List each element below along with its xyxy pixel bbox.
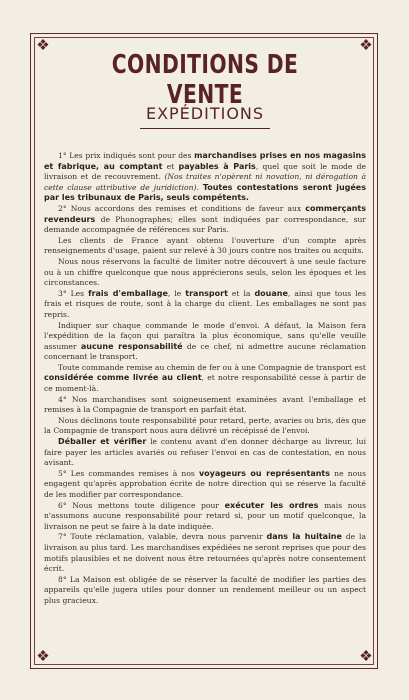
ornament-bottom-right-icon: ❖ xyxy=(359,647,373,665)
text-run: , et notre responsabilité cesse à partir de ce moment-là. xyxy=(44,373,366,394)
text-run: Indiquer sur chaque commande le mode d'envoi. A défaut, la Maison fera l'expédition de la façon qui paraîtra la plus économique, sans qu'elle veuille assumer xyxy=(44,320,366,351)
bold-text: considérée comme livrée au client xyxy=(44,373,202,383)
bold-text: commerçants revendeurs xyxy=(44,203,366,224)
text-run: de ce chef, ni admettre aucune réclamation concernant le transport. xyxy=(44,341,366,362)
text-run: Nous déclinons toute responsabilité pour retard, perte, avaries ou bris, dès que la Compagnie de transport nous aura délivré un récépissé de l'envoi. xyxy=(44,415,366,436)
text-run: , le xyxy=(167,288,186,298)
ornament-top-right-icon: ❖ xyxy=(359,36,373,54)
italic-text: (Nos traites n'opèrent ni novation, ni dérogation à cette clause attributive de juridiction). xyxy=(44,172,366,192)
text-run: mais nous n'assumons aucune responsabilité pour retard si, pour un motif quelconque, la livraison ne peut se faire à la date indiquée. xyxy=(44,500,366,531)
paragraph xyxy=(44,437,366,469)
text-run: , quel que soit le mode de livraison et de recouvrement. xyxy=(44,161,367,182)
paragraph xyxy=(44,363,366,395)
text-run: de la livraison au plus tard. Les marchandises expédiées ne seront reprises que pour des motifs plausibles et ne doivent nous être retournées qu'après notre consentement écrit. xyxy=(44,532,367,574)
text-run: et xyxy=(162,161,179,171)
text-run: 3° Les xyxy=(58,288,89,298)
text-run: 5° Les commandes remises à nos xyxy=(58,468,199,478)
section-heading: EXPÉDITIONS xyxy=(145,104,265,123)
bold-text: transport xyxy=(185,288,228,298)
text-run: 7° Toute réclamation, valable, devra nous parvenir xyxy=(58,532,267,542)
conditions-text xyxy=(44,151,366,607)
bold-text: exécuter les ordres xyxy=(224,500,319,510)
paragraph xyxy=(44,257,366,289)
paragraph xyxy=(44,416,366,437)
bold-text: marchandises prises en nos magasins et fabrique, au comptant xyxy=(44,151,367,171)
page-title: CONDITIONS DE VENTE xyxy=(111,50,299,110)
text-run: Toute commande remise au chemin de fer ou à une Compagnie de transport est xyxy=(58,362,366,372)
paragraph xyxy=(44,575,366,607)
paragraph xyxy=(44,469,366,501)
text-run: 4° Nos marchandises sont soigneusement examinées avant l'emballage et remises à la Compagnie de transport en parfait état. xyxy=(44,394,366,415)
paragraph xyxy=(44,289,366,321)
bold-text: douane xyxy=(254,288,288,298)
bold-text: voyageurs ou représentants xyxy=(198,468,330,478)
paragraph xyxy=(44,151,366,204)
text-run: Nous nous réservons la faculté de limiter notre découvert à une seule facture ou à un chiffre quelconque que nous apprécierons seuls, selon les époques et les circonstances. xyxy=(44,256,366,288)
bold-text: Déballer et vérifier xyxy=(58,437,147,447)
bold-text: Toutes contestations seront jugées par les tribunaux de Paris, seuls compétents. xyxy=(44,182,366,203)
text-run: 2° Nous accordons des remises et conditions de faveur aux xyxy=(58,203,306,213)
text-run: ne nous engagent qu'après approbation écrite de notre direction qui se réserve la faculté de les modifier par correspondance. xyxy=(44,468,366,499)
bold-text: dans la huitaine xyxy=(266,532,342,542)
heading-underline xyxy=(140,128,270,129)
ornament-top-left-icon: ❖ xyxy=(36,36,50,54)
bold-text: payables à Paris xyxy=(178,161,256,171)
paragraph xyxy=(44,204,366,236)
bold-text: aucune responsabilité xyxy=(80,341,183,351)
bold-text: frais d'emballage xyxy=(88,288,168,298)
text-run: de Phonographes; elles sont indiquées par correspondance, sur demande accompagnée de références sur Paris. xyxy=(44,214,366,235)
paragraph xyxy=(44,236,366,257)
paragraph xyxy=(44,532,366,574)
paragraph xyxy=(44,501,366,533)
paragraph xyxy=(44,321,366,363)
ornament-bottom-left-icon: ❖ xyxy=(36,647,50,665)
text-run: le contenu avant d'en donner décharge au livreur, lui faire payer les articles avariés ou refuser l'envoi en cas de contestation, en nous avisant. xyxy=(44,437,366,468)
text-run: , ainsi que tous les frais et risques de route, sont à la charge du client. Les emballages ne sont pas repris. xyxy=(44,288,367,319)
text-run: Les clients de France ayant obtenu l'ouverture d'un compte après renseignements d'usage, paient sur relevé à 30 jours contre nos traites ou acquits. xyxy=(44,235,366,256)
text-run: 8° La Maison est obligée de se réserver la faculté de modifier les parties des appareils qu'elle jugera utiles pour donner un rendement meilleur ou un aspect plus gracieux. xyxy=(44,574,366,605)
text-run: 1° Les prix indiqués sont pour des xyxy=(58,151,195,160)
text-run: et la xyxy=(227,288,255,298)
paragraph xyxy=(44,395,366,416)
text-run: 6° Nous mettons toute diligence pour xyxy=(58,500,225,510)
